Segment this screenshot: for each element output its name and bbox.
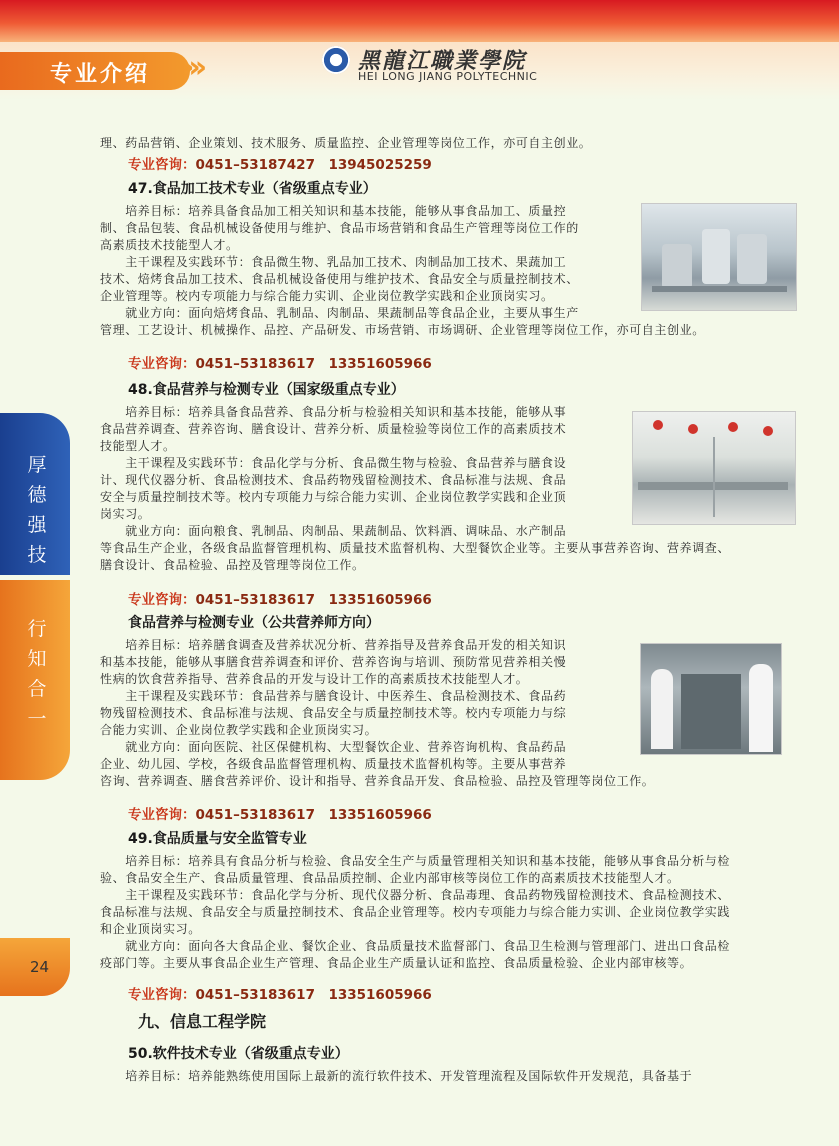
text-line: 疫部门等。主要从事食品企业生产管理、食品企业生产质量认证和监控、食品质量检验、企业内部审核等。 [100, 956, 693, 970]
major-49-title: 49.食品质量与安全监管专业 [128, 831, 307, 847]
major-48-title: 48.食品营养与检测专业（国家级重点专业） [128, 382, 405, 398]
consult-line [128, 153, 432, 173]
text-line: 制、食品包装、食品机械设备使用与维护、食品市场营销和食品生产管理等岗位工作的 [100, 221, 579, 235]
school-logo-icon [322, 46, 350, 74]
text-line: 膳食设计、食品检验、品控及管理等岗位工作。 [100, 558, 365, 572]
students-lab-photo [640, 643, 782, 755]
page-number: 24 [30, 958, 50, 976]
motto-char: 德 [27, 484, 47, 506]
text-line: 咨询、营养调查、膳食营养评价、设计和指导、营养食品开发、食品检验、品控及管理等岗位工作。 [100, 774, 655, 788]
text-line: 食品营养调查、营养咨询、膳食设计、营养分析、质量检验等岗位工作的高素质技术 [100, 422, 567, 436]
consult-label: 专业咨询： [128, 157, 196, 173]
school-name-cn: 黑龍江職業學院 [358, 48, 527, 74]
text-line: 食品标准与法规、食品安全与质量控制技术、食品企业管理等。校内专项能力与综合能力实训、企业岗位教学实践 [100, 905, 731, 919]
text-line: 性病的饮食营养指导、营养食品的开发与设计工作的高素质技术技能型人才。 [100, 672, 529, 686]
consult-phones: 0451–53183617 13351605966 [195, 592, 432, 608]
sidebar-motto-2 [22, 614, 52, 734]
text-line: 主干课程及实践环节：食品化学与分析、食品微生物与检验、食品营养与膳食设 [100, 456, 567, 470]
consult-label: 专业咨询： [128, 356, 196, 372]
motto-char: 强 [27, 514, 47, 536]
text-line: 物残留检测技术、食品标准与法规、食品安全与质量控制技术等。校内专项能力与综 [100, 706, 567, 720]
motto-char: 合 [27, 678, 47, 700]
text-line: 安全与质量控制技术等。校内专项能力与综合能力实训、企业岗位教学实践和企业顶 [100, 490, 567, 504]
motto-char: 厚 [27, 454, 47, 476]
header-red-band [0, 0, 839, 42]
major-48b-body [100, 637, 655, 790]
major-49-body [100, 853, 800, 972]
text-line: 企业管理等。校内专项能力与综合能力实训、企业岗位教学实践和企业顶岗实习。 [100, 289, 554, 303]
text-line: 主干课程及实践环节：食品营养与膳食设计、中医养生、食品检测技术、食品药 [100, 689, 567, 703]
text-line: 企业、幼儿园、学校，各级食品监督管理机构、质量技术监督机构等。主要从事营养 [100, 757, 567, 771]
major-47-title: 47.食品加工技术专业（省级重点专业） [128, 181, 377, 197]
text-line: 主干课程及实践环节：食品微生物、乳品加工技术、肉制品加工技术、果蔬加工 [100, 255, 567, 269]
text-line: 等食品生产企业，各级食品监督管理机构、质量技术监督机构、大型餐饮企业等。主要从事营养咨询、营养调查、 [100, 541, 731, 555]
text-line: 培养目标：培养具有食品分析与检验、食品安全生产与质量管理相关知识和基本技能，能够从事食品分析与检 [100, 854, 731, 868]
consult-phones: 0451–53183617 13351605966 [195, 987, 432, 1003]
college-heading: 九、信息工程学院 [138, 1012, 267, 1031]
major-48-consult [128, 588, 432, 608]
consult-label: 专业咨询： [128, 987, 196, 1003]
text-line: 和企业顶岗实习。 [100, 922, 201, 936]
text-line: 管理、工艺设计、机械操作、品控、产品研发、市场营销、市场调研、企业管理等岗位工作，亦可自主创业。 [100, 323, 705, 337]
sidebar-motto-1 [22, 450, 52, 570]
text-line: 岗实习。 [100, 507, 151, 521]
chevron-right-icon: ››› [182, 50, 202, 85]
major-47-consult [128, 352, 432, 372]
motto-char: 知 [27, 648, 47, 670]
motto-char: 行 [27, 618, 47, 640]
major-48b-title: 食品营养与检测专业（公共营养师方向） [128, 615, 380, 631]
section-label: 专业介绍 [50, 62, 151, 87]
motto-char: 技 [27, 544, 47, 566]
text-line: 就业方向：面向医院、社区保健机构、大型餐饮企业、营养咨询机构、食品药品 [100, 740, 567, 754]
text-line: 主干课程及实践环节：食品化学与分析、现代仪器分析、食品毒理、食品药物残留检测技术、食品检测技术、 [100, 888, 731, 902]
text-line: 计、现代仪器分析、食品检测技术、食品药物残留检测技术、食品标准与法规、食品 [100, 473, 567, 487]
major-50-title: 50.软件技术专业（省级重点专业） [128, 1046, 349, 1062]
consult-phones: 0451–53187427 13945025259 [195, 157, 432, 173]
consult-phones: 0451–53183617 13351605966 [195, 356, 432, 372]
text-line: 培养目标：培养具备食品加工相关知识和基本技能，能够从事食品加工、质量控 [100, 204, 567, 218]
school-name-en: HEI LONG JIANG POLYTECHNIC [358, 70, 538, 83]
text-line: 合能力实训、企业岗位教学实践和企业顶岗实习。 [100, 723, 378, 737]
motto-char: 一 [27, 708, 47, 730]
text-line: 技能型人才。 [100, 439, 176, 453]
text-line: 就业方向：面向各大食品企业、餐饮企业、食品质量技术监督部门、食品卫生检测与管理部门、进出口食品检 [100, 939, 731, 953]
food-processing-equipment-photo [641, 203, 797, 311]
text-line: 高素质技术技能型人才。 [100, 238, 239, 252]
intro-line: 理、药品营销、企业策划、技术服务、质量监控、企业管理等岗位工作，亦可自主创业。 [100, 136, 592, 150]
major-50-line: 培养目标：培养能熟练使用国际上最新的流行软件技术、开发管理流程及国际软件开发规范，具备基于 [100, 1069, 693, 1083]
major-48b-consult [128, 803, 432, 823]
text-line: 技术、焙烤食品加工技术、食品机械设备使用与维护技术、食品安全与质量控制技术、 [100, 272, 579, 286]
consult-label: 专业咨询： [128, 807, 196, 823]
major-49-consult [128, 983, 432, 1003]
major-48-body [100, 404, 731, 574]
consult-phones: 0451–53183617 13351605966 [195, 807, 432, 823]
text-line: 和基本技能，能够从事膳食营养调查和评价、营养咨询与培训、预防常见营养相关慢 [100, 655, 567, 669]
laboratory-photo [632, 411, 796, 525]
text-line: 就业方向：面向粮食、乳制品、肉制品、果蔬制品、饮料酒、调味品、水产制品 [100, 524, 567, 538]
text-line: 就业方向：面向焙烤食品、乳制品、肉制品、果蔬制品等食品企业，主要从事生产 [100, 306, 579, 320]
text-line: 培养目标：培养膳食调查及营养状况分析、营养指导及营养食品开发的相关知识 [100, 638, 567, 652]
consult-label: 专业咨询： [128, 592, 196, 608]
text-line: 验、食品安全生产、食品质量管理、食品品质控制、企业内部审核等岗位工作的高素质技术技能型人才。 [100, 871, 680, 885]
text-line: 培养目标：培养具备食品营养、食品分析与检验相关知识和基本技能，能够从事 [100, 405, 567, 419]
major-47-body [100, 203, 705, 339]
